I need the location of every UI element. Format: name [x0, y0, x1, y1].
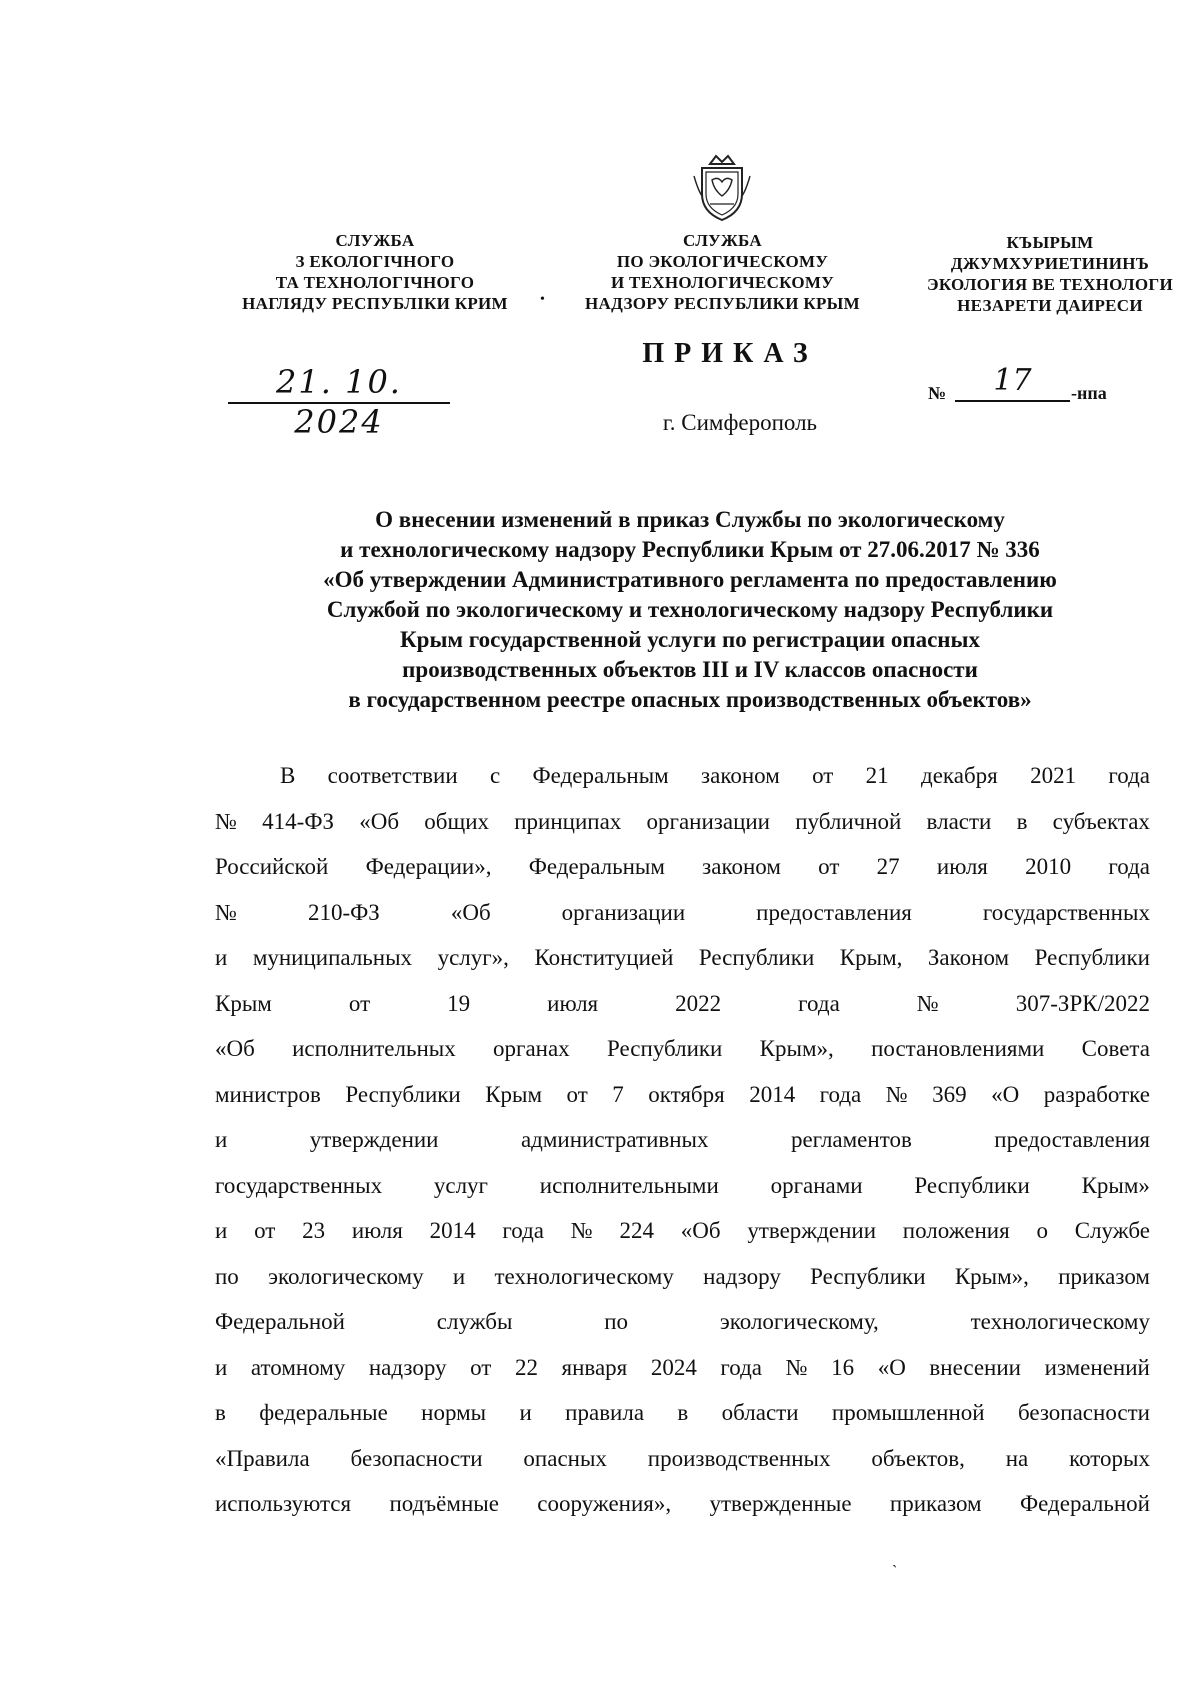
word: Федеральной: [215, 1309, 345, 1334]
word: организации: [561, 899, 686, 925]
word: 19: [447, 990, 471, 1016]
word: законом: [702, 854, 781, 879]
word: правила: [565, 1400, 645, 1425]
word: Республики: [914, 1172, 1030, 1198]
org-right-line-3: ЭКОЛОГИЯ ВЕ ТЕХНОЛОГИ: [927, 275, 1173, 294]
word: 2014: [749, 1081, 796, 1107]
city-line: г. Симферополь: [662, 410, 818, 435]
word: в: [215, 1400, 226, 1425]
word: №: [885, 1081, 908, 1107]
title-line: и технологическому надзору Республики Крым от 27.06.2017 № 336: [340, 537, 1040, 562]
word: субъектах: [1052, 808, 1150, 834]
word: используются: [215, 1491, 352, 1516]
word: Федеральной: [1019, 1491, 1150, 1516]
word: января: [561, 1354, 628, 1380]
word: от: [566, 1081, 588, 1107]
word: Республики: [1034, 945, 1150, 970]
word: экологическому: [268, 1263, 424, 1289]
word: 2010: [1025, 854, 1072, 879]
body-line: [215, 844, 1150, 890]
org-center-line-2: ПО ЭКОЛОГИЧЕСКОМУ: [616, 252, 829, 271]
word: и: [215, 1218, 228, 1243]
word: органах: [493, 1036, 570, 1061]
word: от: [812, 763, 834, 788]
body-line: [215, 1208, 1150, 1254]
title-line: производственных объектов III и IV классов опасности: [402, 657, 978, 682]
word: и: [215, 1354, 228, 1380]
word: №: [215, 808, 237, 834]
body-line: [215, 1072, 1150, 1118]
org-right-line-2: ДЖУМХУРИЕТИНИНЪ: [950, 254, 1150, 273]
word: 22: [514, 1354, 538, 1380]
word: подъёмные: [389, 1491, 499, 1516]
body-line: [215, 799, 1150, 845]
word: экологическому,: [719, 1309, 879, 1334]
body-line: [215, 1481, 1150, 1527]
word: Федеральным: [532, 763, 669, 788]
word: Республики: [698, 945, 815, 970]
word: министров: [215, 1081, 321, 1107]
word: опасных: [523, 1445, 607, 1471]
word: Крым: [485, 1081, 543, 1107]
word: Республики: [810, 1263, 926, 1289]
word: с: [489, 763, 501, 788]
word: органами: [770, 1172, 863, 1198]
word: «Об: [450, 899, 491, 925]
org-name-crimean-tatar: [905, 232, 1195, 316]
body-line: [215, 1436, 1150, 1482]
word: «Правила: [215, 1445, 310, 1471]
word: года: [798, 990, 840, 1016]
word: предоставления: [756, 899, 912, 925]
org-name-russian: [535, 230, 910, 314]
word: 7: [612, 1081, 624, 1107]
word: области: [721, 1400, 799, 1425]
title-line: Службой по экологическому и технологическому надзору Республики: [326, 597, 1054, 622]
body-line: [215, 1117, 1150, 1163]
body-line: [215, 890, 1150, 936]
word: от: [818, 854, 840, 879]
word: Крым,: [839, 945, 903, 970]
word: октября: [648, 1081, 725, 1107]
word: службы: [436, 1309, 513, 1334]
word: государственных: [982, 899, 1150, 925]
scan-mark: `: [892, 1563, 898, 1580]
org-name-ukrainian: [210, 230, 540, 314]
word: надзору: [368, 1354, 447, 1380]
word: приказом: [889, 1491, 982, 1516]
word: власти: [926, 808, 992, 834]
title-line: О внесении изменений в приказ Службы по экологическому: [375, 507, 1005, 532]
word: №: [570, 1218, 593, 1243]
word: сооружения»,: [537, 1491, 672, 1516]
order-number-suffix: -нпа: [1071, 383, 1107, 403]
word: по: [215, 1263, 239, 1289]
order-title: [215, 505, 1165, 715]
word: о: [1036, 1218, 1048, 1243]
word: года: [1108, 763, 1150, 788]
word: разработке: [1043, 1081, 1150, 1107]
word: постановлениями: [871, 1036, 1045, 1061]
word: административных: [520, 1127, 709, 1152]
org-right-line-1: КЪЫРЫМ: [1006, 233, 1094, 252]
word: исполнительными: [539, 1172, 719, 1198]
word: утверждении: [747, 1218, 877, 1243]
word: от: [348, 990, 371, 1016]
word: №: [785, 1354, 808, 1380]
word: 369: [932, 1081, 967, 1107]
body-line: [215, 1254, 1150, 1300]
word: общих: [424, 808, 490, 834]
word: безопасности: [1017, 1400, 1150, 1425]
word: государственных: [215, 1172, 383, 1198]
word: Крым»: [1081, 1172, 1150, 1198]
word: предоставления: [994, 1127, 1150, 1152]
word: года: [819, 1081, 862, 1107]
word: Совета: [1081, 1036, 1150, 1061]
word: года: [1108, 854, 1150, 879]
word: в: [677, 1400, 689, 1425]
word: Федерации»,: [365, 854, 492, 879]
word: Крым»,: [954, 1263, 1029, 1289]
word: по: [604, 1309, 629, 1334]
org-right-line-4: НЕЗАРЕТИ ДАИРЕСИ: [957, 296, 1143, 315]
word: промышленной: [831, 1400, 985, 1425]
word: изменений: [1044, 1354, 1150, 1380]
header-bullet: •: [540, 292, 545, 307]
word: июля: [351, 1218, 403, 1243]
word: положения: [902, 1218, 1010, 1243]
word: В: [280, 763, 296, 788]
word: июля: [547, 990, 599, 1016]
word: услуг»,: [437, 945, 509, 970]
word: от: [470, 1354, 492, 1380]
word: Республики: [345, 1081, 461, 1107]
word: от: [254, 1218, 276, 1243]
doc-type-heading: ПРИКАЗ: [642, 338, 818, 369]
word: в: [1016, 808, 1028, 834]
word: соответствии: [327, 763, 458, 788]
body-line: [215, 1163, 1150, 1209]
word: утверждении: [309, 1127, 439, 1152]
word: Крым»,: [759, 1036, 834, 1061]
word: 2014: [429, 1218, 476, 1243]
title-line: Крым государственной услуги по регистрации опасных: [399, 627, 981, 652]
order-body: [215, 753, 1150, 1527]
word: федеральные: [259, 1400, 388, 1425]
word: на: [1005, 1445, 1029, 1471]
word: Законом: [927, 945, 1010, 970]
word: 224: [619, 1218, 654, 1243]
word: «Об: [359, 808, 400, 834]
word: «Об: [680, 1218, 721, 1243]
word: 16: [831, 1354, 855, 1380]
word: безопасности: [350, 1445, 483, 1471]
word: и: [215, 945, 228, 970]
word: муниципальных: [252, 945, 413, 970]
word: принципах: [514, 808, 622, 834]
word: 210-ФЗ: [307, 899, 380, 925]
word: Конституцией: [534, 945, 674, 970]
org-left-line-3: ТА ТЕХНОЛОГIЧНОГО: [275, 273, 475, 292]
word: технологическому: [494, 1263, 674, 1289]
word: и: [452, 1263, 466, 1289]
word: и: [215, 1127, 228, 1152]
word: 21: [865, 763, 889, 788]
word: 27: [876, 854, 900, 879]
word: 2021: [1030, 763, 1077, 788]
word: и: [519, 1400, 532, 1425]
body-line: [215, 981, 1150, 1027]
body-line: [215, 1026, 1150, 1072]
word: «О: [991, 1081, 1020, 1107]
word: «Об: [215, 1036, 255, 1061]
word: технологическому: [970, 1309, 1150, 1334]
word: «О: [877, 1354, 906, 1380]
coat-of-arms-icon: [690, 150, 754, 224]
org-center-line-3: И ТЕХНОЛОГИЧЕСКОМУ: [610, 273, 835, 292]
org-center-line-4: НАДЗОРУ РЕСПУБЛИКИ КРЫМ: [584, 294, 861, 313]
word: которых: [1069, 1445, 1150, 1471]
word: Российской: [215, 854, 329, 879]
word: публичной: [795, 808, 902, 834]
title-line: в государственном реестре опасных производственных объектов»: [348, 687, 1032, 712]
handwritten-date: 21. 10. 2024: [228, 362, 450, 404]
word: производственных: [647, 1445, 831, 1471]
word: утвержденные: [709, 1491, 852, 1516]
word: 2022: [675, 990, 722, 1016]
word: исполнительных: [292, 1036, 456, 1061]
word: Службе: [1074, 1218, 1150, 1243]
org-center-line-1: СЛУЖБА: [683, 231, 762, 250]
word: приказом: [1058, 1263, 1150, 1289]
word: Крым: [215, 990, 272, 1016]
word: года: [720, 1354, 763, 1380]
word: Федеральным: [528, 854, 665, 879]
word: июля: [936, 854, 988, 879]
word: нормы: [421, 1400, 487, 1425]
word: №: [916, 990, 939, 1016]
word: 414-ФЗ: [262, 808, 335, 834]
word: Республики: [606, 1036, 723, 1061]
word: услуг: [433, 1172, 488, 1198]
word: организации: [646, 808, 770, 834]
org-left-line-2: З ЕКОЛОГIЧНОГО: [295, 252, 455, 271]
body-line: [215, 1299, 1150, 1345]
body-line: [215, 1390, 1150, 1436]
order-number-label: №: [928, 383, 947, 403]
word: 2024: [650, 1354, 697, 1380]
word: 307-ЗРК/2022: [1015, 990, 1150, 1016]
word: надзору: [703, 1263, 781, 1289]
title-line: «Об утверждении Административного регламента по предоставлению: [323, 567, 1057, 592]
word: 23: [302, 1218, 326, 1243]
body-line: [215, 1345, 1150, 1391]
word: регламентов: [790, 1127, 912, 1152]
handwritten-order-number: 17: [955, 362, 1070, 402]
word: внесении: [929, 1354, 1021, 1380]
body-line: [215, 935, 1150, 981]
org-left-line-4: НАГЛЯДУ РЕСПУБЛIКИ КРИМ: [242, 294, 508, 313]
word: законом: [701, 763, 780, 788]
word: №: [215, 899, 237, 925]
word: года: [502, 1218, 544, 1243]
word: объектов,: [871, 1445, 965, 1471]
word: атомному: [250, 1354, 346, 1380]
word: декабря: [921, 763, 998, 788]
org-left-line-1: СЛУЖБА: [335, 231, 415, 250]
body-line: [215, 753, 1150, 799]
